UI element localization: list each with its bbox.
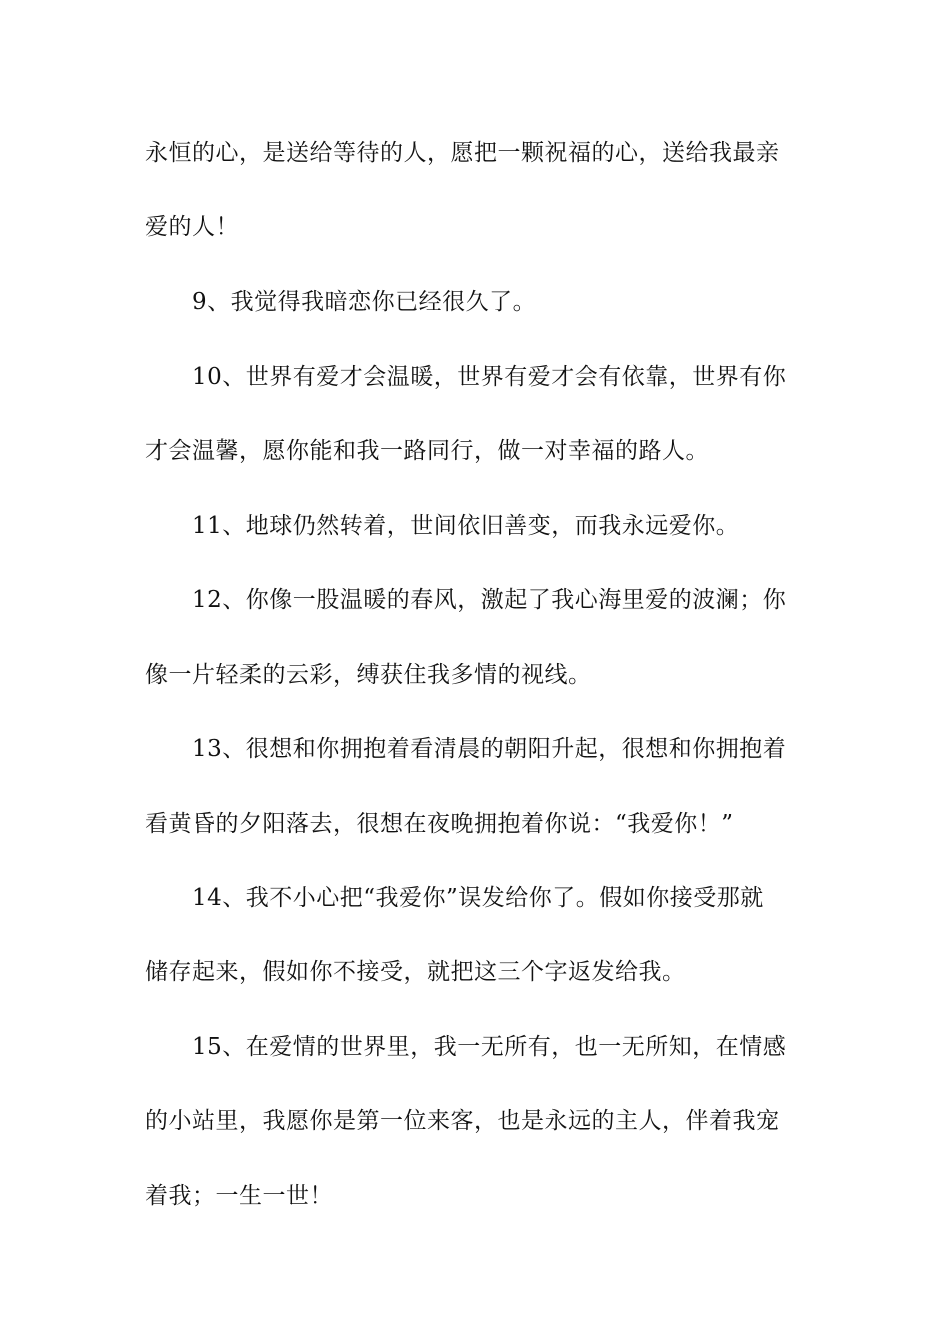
paragraph-15-line-3: 着我；一生一世！	[145, 1183, 333, 1209]
paragraph-13-line-1: 13、很想和你拥抱着看清晨的朝阳升起，很想和你拥抱着	[192, 736, 787, 762]
paragraph-9: 9、我觉得我暗恋你已经很久了。	[192, 289, 537, 315]
paragraph-10-line-1: 10、世界有爱才会温暖，世界有爱才会有依靠，世界有你	[192, 364, 787, 390]
paragraph-12-line-1: 12、你像一股温暖的春风，激起了我心海里爱的波澜；你	[192, 587, 787, 613]
paragraph-8-line-2: 永恒的心，是送给等待的人，愿把一颗祝福的心，送给我最亲	[145, 140, 780, 166]
paragraph-14-line-2: 储存起来，假如你不接受，就把这三个字返发给我。	[145, 959, 686, 985]
paragraph-10-line-2: 才会温馨，愿你能和我一路同行，做一对幸福的路人。	[145, 438, 709, 464]
paragraph-8-line-3: 爱的人！	[145, 214, 239, 240]
paragraph-15-line-2: 的小站里，我愿你是第一位来客，也是永远的主人，伴着我宠	[145, 1108, 780, 1134]
paragraph-15-line-1: 15、在爱情的世界里，我一无所有，也一无所知，在情感	[192, 1034, 787, 1060]
paragraph-12-line-2: 像一片轻柔的云彩，缚获住我多情的视线。	[145, 662, 592, 688]
paragraph-13-line-2: 看黄昏的夕阳落去，很想在夜晚拥抱着你说：“我爱你！”	[145, 811, 734, 837]
paragraph-11: 11、地球仍然转着，世间依旧善变，而我永远爱你。	[192, 513, 740, 539]
paragraph-14-line-1: 14、我不小心把“我爱你”误发给你了。假如你接受那就	[192, 885, 764, 911]
